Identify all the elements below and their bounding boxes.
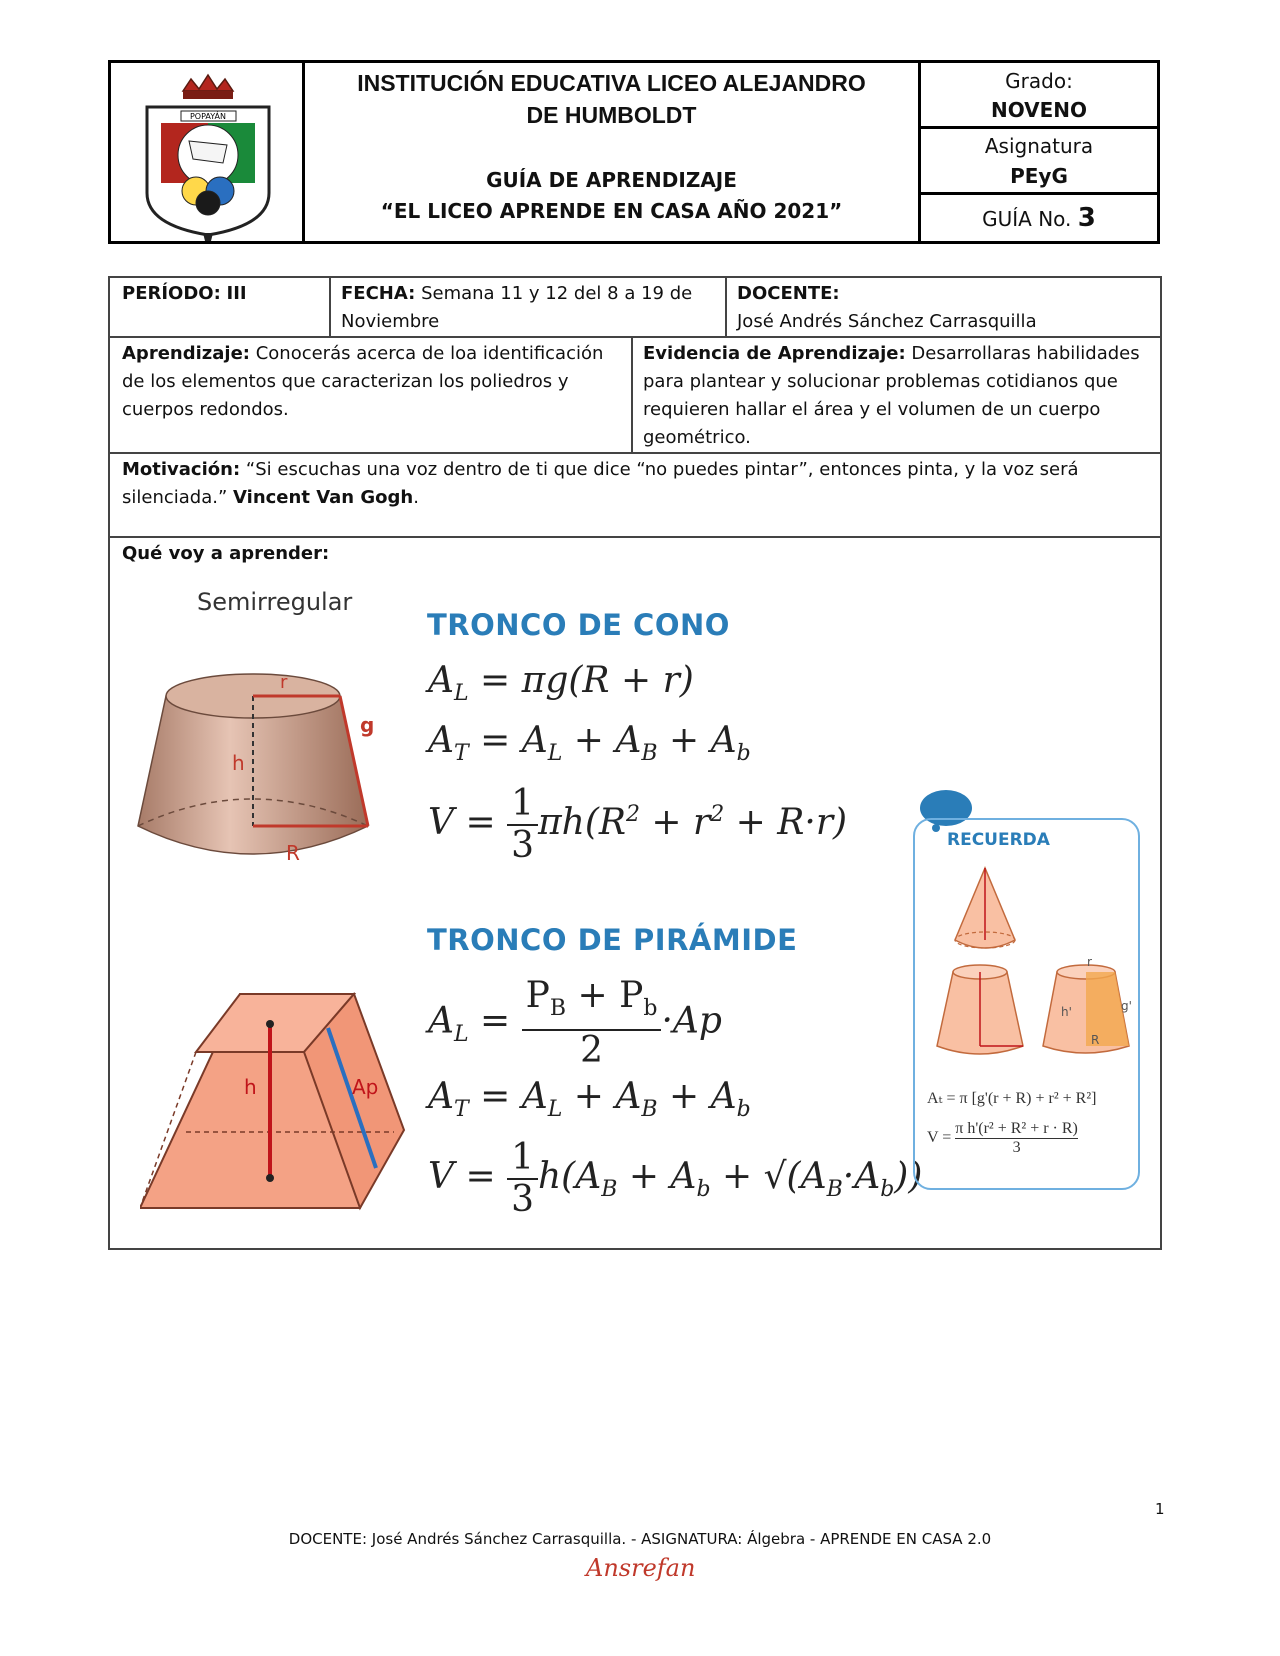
docente-label: DOCENTE:	[737, 283, 840, 304]
aprendizaje-cell	[110, 338, 631, 452]
cone-formula-total: $A_T = A_L + A_B + A_b$	[428, 720, 751, 767]
periodo-cell	[110, 278, 329, 336]
recuerda-label: RECUERDA	[947, 830, 1050, 850]
truncated-cone-drawing	[136, 660, 396, 870]
pyramid-formula-volume: V = $\frac{1}{3}$ $h(A_B + A_b + √(A_B\cdot A_b))$	[428, 1137, 923, 1220]
periodo-label: PERÍODO:	[122, 283, 221, 304]
pyramid-label-ap: Ap	[352, 1075, 379, 1099]
motivacion-label: Motivación:	[122, 459, 241, 480]
que-voy-cell	[110, 538, 510, 570]
docente-cell	[725, 278, 1160, 336]
header-table	[108, 60, 1160, 244]
motivacion-end: .	[413, 487, 419, 508]
pyramid-formula-lateral: $A_L$ = $\frac{P_B + P_b}{2}$ ·Ap	[428, 975, 722, 1072]
grado-box	[921, 63, 1157, 129]
evidencia-value: Desarrollaras habilidades para plantear y solucionar problemas cotidianos que requieren hallar el área y el volumen de un cuerpo geométrico.	[643, 343, 1140, 448]
que-voy-label: Qué voy a aprender:	[122, 543, 330, 564]
semirregular-label: Semirregular	[197, 588, 353, 616]
rec-v-den: 3	[1012, 1139, 1021, 1156]
guia-number-box	[921, 195, 1157, 241]
rec-label-g: g'	[1121, 999, 1132, 1013]
fecha-label: FECHA:	[341, 283, 416, 304]
rec-label-r: r	[1087, 955, 1092, 969]
truncated-pyramid-drawing	[140, 992, 410, 1212]
cone-label-R: R	[286, 841, 300, 865]
periodo-value: III	[226, 283, 247, 304]
rec-v-num: π h'(r² + R² + r · R)	[955, 1120, 1078, 1137]
logo-cell	[111, 63, 305, 241]
tronco-piramide-title: TRONCO DE PIRÁMIDE	[427, 923, 798, 957]
rec-label-R: R	[1091, 1033, 1100, 1047]
footer-text: DOCENTE: José Andrés Sánchez Carrasquilla. - ASIGNATURA: Álgebra - APRENDE EN CASA 2.0	[288, 1530, 992, 1548]
motivacion-quote: “Si escuchas una voz dentro de ti que dice “no puedes pintar”, entonces pinta, y la voz será silenciada.”	[122, 459, 1079, 508]
asignatura-label: Asignatura	[984, 134, 1094, 158]
guia-number: 3	[1077, 203, 1096, 233]
recuerda-formula-volume	[927, 1120, 1078, 1157]
cone-formula-volume: V = $\frac{1}{3}$ $\pi h(R^2 + r^2 + R\cdot r)$	[428, 783, 848, 866]
motivacion-cell	[110, 454, 1160, 536]
recuerda-formula-area: Aₜ = π [g'(r + R) + r² + R²]	[927, 1090, 1097, 1107]
tronco-cono-title: TRONCO DE CONO	[427, 608, 730, 642]
rec-v-prefix: V =	[927, 1129, 952, 1147]
recuerda-box	[913, 818, 1140, 1190]
institution-line-1: INSTITUCIÓN EDUCATIVA LICEO ALEJANDRO	[357, 70, 866, 96]
cone-formula-lateral: $A_L = \pi g(R + r)$	[428, 660, 694, 707]
institution-name	[305, 67, 918, 131]
recuerda-shapes	[925, 860, 1135, 1070]
guide-line-1: GUÍA DE APRENDIZAJE	[486, 168, 737, 192]
guide-line-2: “EL LICEO APRENDE EN CASA AÑO 2021”	[380, 199, 843, 223]
pyramid-formula-total: $A_T = A_L + A_B + A_b$	[428, 1076, 751, 1123]
cone-label-r: r	[280, 672, 288, 693]
fecha-value: Semana 11 y 12 del 8 a 19 de Noviembre	[341, 283, 693, 332]
grado-value: NOVENO	[990, 98, 1088, 122]
rec-label-h: h'	[1061, 1005, 1072, 1019]
guide-title	[305, 165, 918, 227]
guia-label: GUÍA No.	[982, 207, 1072, 231]
fecha-cell	[329, 278, 725, 336]
cone-label-g: g	[360, 713, 375, 737]
evidencia-label: Evidencia de Aprendizaje:	[643, 343, 906, 364]
signature: Ansrefan	[586, 1554, 696, 1582]
institution-line-2: DE HUMBOLDT	[526, 102, 697, 128]
aprendizaje-value: Conocerás acerca de loa identificación de los elementos que caracterizan los poliedros y cuerpos redondos.	[122, 343, 604, 420]
logo-top-text: POPAYÁN	[189, 112, 227, 121]
cone-label-h: h	[232, 751, 245, 775]
pyramid-label-h: h	[244, 1075, 257, 1099]
evidencia-cell	[631, 338, 1160, 452]
asignatura-value: PEyG	[1010, 164, 1068, 188]
aprendizaje-label: Aprendizaje:	[122, 343, 250, 364]
meta-cell	[921, 63, 1157, 241]
school-logo	[111, 63, 305, 241]
asignatura-box	[921, 129, 1157, 195]
docente-value: José Andrés Sánchez Carrasquilla	[737, 311, 1037, 332]
title-cell	[305, 63, 921, 241]
motivacion-author: Vincent Van Gogh	[233, 487, 414, 508]
page-number: 1	[1155, 1500, 1165, 1518]
grado-label: Grado:	[1005, 69, 1073, 93]
